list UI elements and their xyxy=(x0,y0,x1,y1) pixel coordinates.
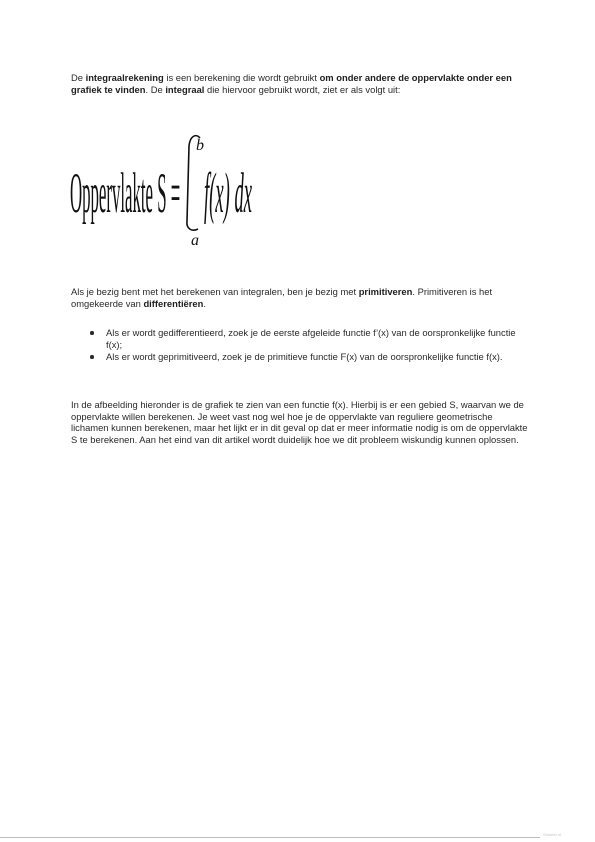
intro-paragraph xyxy=(71,72,531,95)
formula-lhs: Oppervlakte S = xyxy=(70,163,181,226)
term-integraal: integraal xyxy=(165,83,205,95)
list-item xyxy=(89,351,529,363)
primitiveren-paragraph xyxy=(71,286,531,309)
list-item-text: Als er wordt geprimitiveerd, zoek je de primitieve functie F(x) van de oorspronkelijke functie f(x). xyxy=(106,351,503,363)
integral-formula-image xyxy=(70,128,270,250)
p2-text-3: . xyxy=(203,297,206,309)
footer-text: Studeer.nl xyxy=(543,832,562,837)
intro-text-1: De xyxy=(71,72,86,83)
bullet-icon xyxy=(90,355,94,359)
list-item xyxy=(89,327,529,350)
grafiek-paragraph: In de afbeelding hieronder is de grafiek te zien van een functie f(x). Hierbij is er een gebied S, waarvan we de oppervlakte willen berekenen. Je weet vast nog wel hoe je de oppervlakte van reguliere geometrische lichamen kunnen berekenen, maar het lijkt er in dit geval op dat er meer informatie nodig is om de oppervlakte S te berekenen. Aan het eind van dit artikel wordt duidelijk hoe we dit probleem wiskundig kunnen oplossen. xyxy=(71,399,528,445)
footer-divider xyxy=(0,837,540,838)
intro-text-3: . De xyxy=(145,83,166,95)
bullet-list xyxy=(89,327,529,364)
term-integraalrekening: integraalrekening xyxy=(85,72,164,83)
integral-formula-svg xyxy=(70,128,270,250)
p2-text-2: . Primitiveren is het omgekeerde van xyxy=(71,286,493,309)
intro-emphasis: om onder andere de oppervlakte onder een grafiek te vinden xyxy=(71,72,512,95)
formula-integrand: f(x) dx xyxy=(204,162,252,226)
term-differentieren: differentiëren xyxy=(143,297,204,309)
intro-text-4: die hiervoor gebruikt wordt, ziet er als volgt uit: xyxy=(204,83,401,95)
bullet-icon xyxy=(90,331,94,335)
term-primitiveren: primitiveren xyxy=(358,286,413,297)
upper-bound: b xyxy=(196,137,204,154)
p2-text-1: Als je bezig bent met het berekenen van integralen, ben je bezig met xyxy=(71,286,359,297)
lower-bound: a xyxy=(191,232,199,249)
intro-text-2: is een berekening die wordt gebruikt xyxy=(163,72,320,83)
list-item-text: Als er wordt gedifferentieerd, zoek je de eerste afgeleide functie f’(x) van de oorspronkelijke functie f(x); xyxy=(106,327,516,350)
